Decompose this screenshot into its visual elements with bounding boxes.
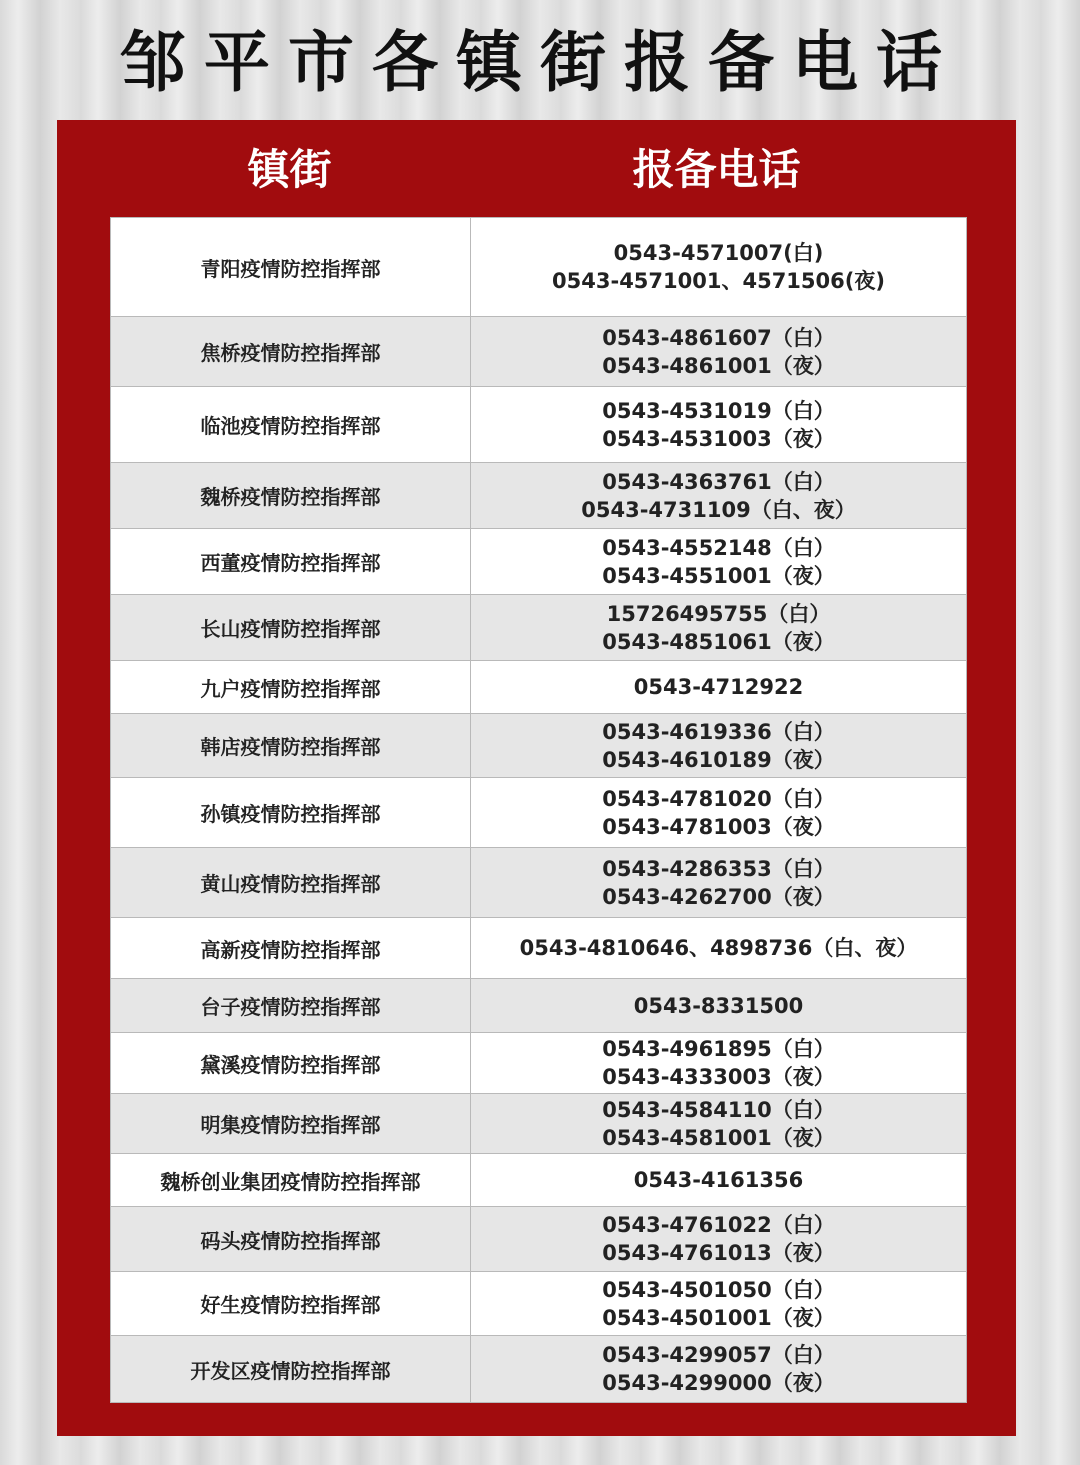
phone-number: 0543-4551001（夜） [602, 563, 835, 588]
phone-number: 0543-4584110（白） [602, 1097, 835, 1122]
phone-cell [471, 595, 967, 661]
town-name-cell: 青阳疫情防控指挥部 [111, 218, 471, 317]
phone-number: 15726495755（白） [606, 601, 831, 626]
phone-number: 0543-4761022（白） [602, 1213, 835, 1237]
table-row [111, 463, 967, 529]
table-row [111, 661, 967, 714]
phone-number: 0543-4610189（夜） [602, 747, 835, 772]
town-name-cell: 高新疫情防控指挥部 [111, 918, 471, 979]
phone-number: 0543-4552148（白） [602, 535, 835, 560]
phone-number: 0543-4531003（夜） [602, 426, 835, 451]
town-name-cell: 黄山疫情防控指挥部 [111, 848, 471, 918]
phone-number: 0543-4262700（夜） [602, 884, 835, 909]
phone-number: 0543-4501050（白） [602, 1277, 835, 1302]
town-name-cell: 焦桥疫情防控指挥部 [111, 317, 471, 387]
phone-cell [471, 778, 967, 848]
town-name-cell: 台子疫情防控指挥部 [111, 979, 471, 1033]
phone-number: 0543-4161356 [633, 1168, 804, 1192]
table-row [111, 714, 967, 778]
phone-number: 0543-4861607（白） [602, 325, 835, 350]
phone-cell [471, 317, 967, 387]
phone-number: 0543-4712922 [633, 675, 804, 699]
town-name-cell: 码头疫情防控指挥部 [111, 1207, 471, 1272]
table-row [111, 1033, 967, 1094]
town-name-cell: 九户疫情防控指挥部 [111, 661, 471, 714]
table-row [111, 848, 967, 918]
town-name-cell: 孙镇疫情防控指挥部 [111, 778, 471, 848]
phone-cell [471, 1033, 967, 1094]
table-row [111, 529, 967, 595]
phone-number: 0543-4581001（夜） [602, 1125, 835, 1150]
table-row [111, 218, 967, 317]
phone-cell [471, 661, 967, 714]
table-row [111, 1207, 967, 1272]
phone-number: 0543-4731109（白、夜） [581, 497, 856, 522]
phone-number: 0543-4531019（白） [602, 398, 835, 423]
phone-number: 0543-4363761（白） [602, 469, 835, 494]
phone-number: 0543-4781003（夜） [602, 814, 835, 839]
phone-number: 0543-4810646、4898736（白、夜） [519, 936, 918, 960]
phone-cell [471, 1336, 967, 1403]
phone-cell [471, 529, 967, 595]
phone-number: 0543-4781020（白） [602, 786, 835, 811]
table-row [111, 979, 967, 1033]
phone-cell [471, 979, 967, 1033]
table-row [111, 1336, 967, 1403]
phone-number: 0543-4299000（夜） [602, 1371, 835, 1395]
phone-number: 0543-4961895（白） [602, 1037, 835, 1061]
town-name-cell: 魏桥创业集团疫情防控指挥部 [111, 1154, 471, 1207]
table-row [111, 317, 967, 387]
town-name-cell: 好生疫情防控指挥部 [111, 1272, 471, 1336]
phone-number: 0543-4286353（白） [602, 856, 835, 881]
table-row [111, 778, 967, 848]
town-name-cell: 魏桥疫情防控指挥部 [111, 463, 471, 529]
phone-number: 0543-4299057（白） [602, 1343, 835, 1367]
town-name-cell: 韩店疫情防控指挥部 [111, 714, 471, 778]
phone-number: 0543-4571007(白) [613, 241, 824, 265]
phone-table [110, 217, 967, 1403]
table-row [111, 1154, 967, 1207]
phone-number: 0543-4861001（夜） [602, 353, 835, 378]
table-header [57, 120, 1016, 216]
phone-number: 0543-4501001（夜） [602, 1305, 835, 1330]
town-name-cell: 长山疫情防控指挥部 [111, 595, 471, 661]
phone-number: 0543-4333003（夜） [602, 1065, 835, 1089]
table-row [111, 918, 967, 979]
header-town: 镇街 [247, 145, 332, 194]
phone-cell [471, 218, 967, 317]
page-title: 邹平市各镇街报备电话 [120, 24, 960, 101]
phone-number: 0543-4761013（夜） [602, 1241, 835, 1265]
phone-cell [471, 918, 967, 979]
phone-cell [471, 1154, 967, 1207]
phone-number: 0543-4619336（白） [602, 719, 835, 744]
phone-cell [471, 848, 967, 918]
town-name-cell: 西董疫情防控指挥部 [111, 529, 471, 595]
town-name-cell: 黛溪疫情防控指挥部 [111, 1033, 471, 1094]
header-phone: 报备电话 [632, 145, 801, 194]
phone-number: 0543-8331500 [633, 993, 804, 1018]
town-name-cell: 临池疫情防控指挥部 [111, 387, 471, 463]
phone-cell [471, 387, 967, 463]
phone-cell [471, 1272, 967, 1336]
phone-number: 0543-4571001、4571506(夜) [552, 269, 885, 293]
phone-cell [471, 1207, 967, 1272]
table-row [111, 1272, 967, 1336]
phone-table-panel [57, 120, 1016, 1436]
phone-cell [471, 714, 967, 778]
town-name-cell: 明集疫情防控指挥部 [111, 1094, 471, 1154]
phone-cell [471, 463, 967, 529]
phone-cell [471, 1094, 967, 1154]
table-row [111, 1094, 967, 1154]
table-row [111, 595, 967, 661]
table-row [111, 387, 967, 463]
town-name-cell: 开发区疫情防控指挥部 [111, 1336, 471, 1403]
phone-number: 0543-4851061（夜） [602, 629, 835, 654]
